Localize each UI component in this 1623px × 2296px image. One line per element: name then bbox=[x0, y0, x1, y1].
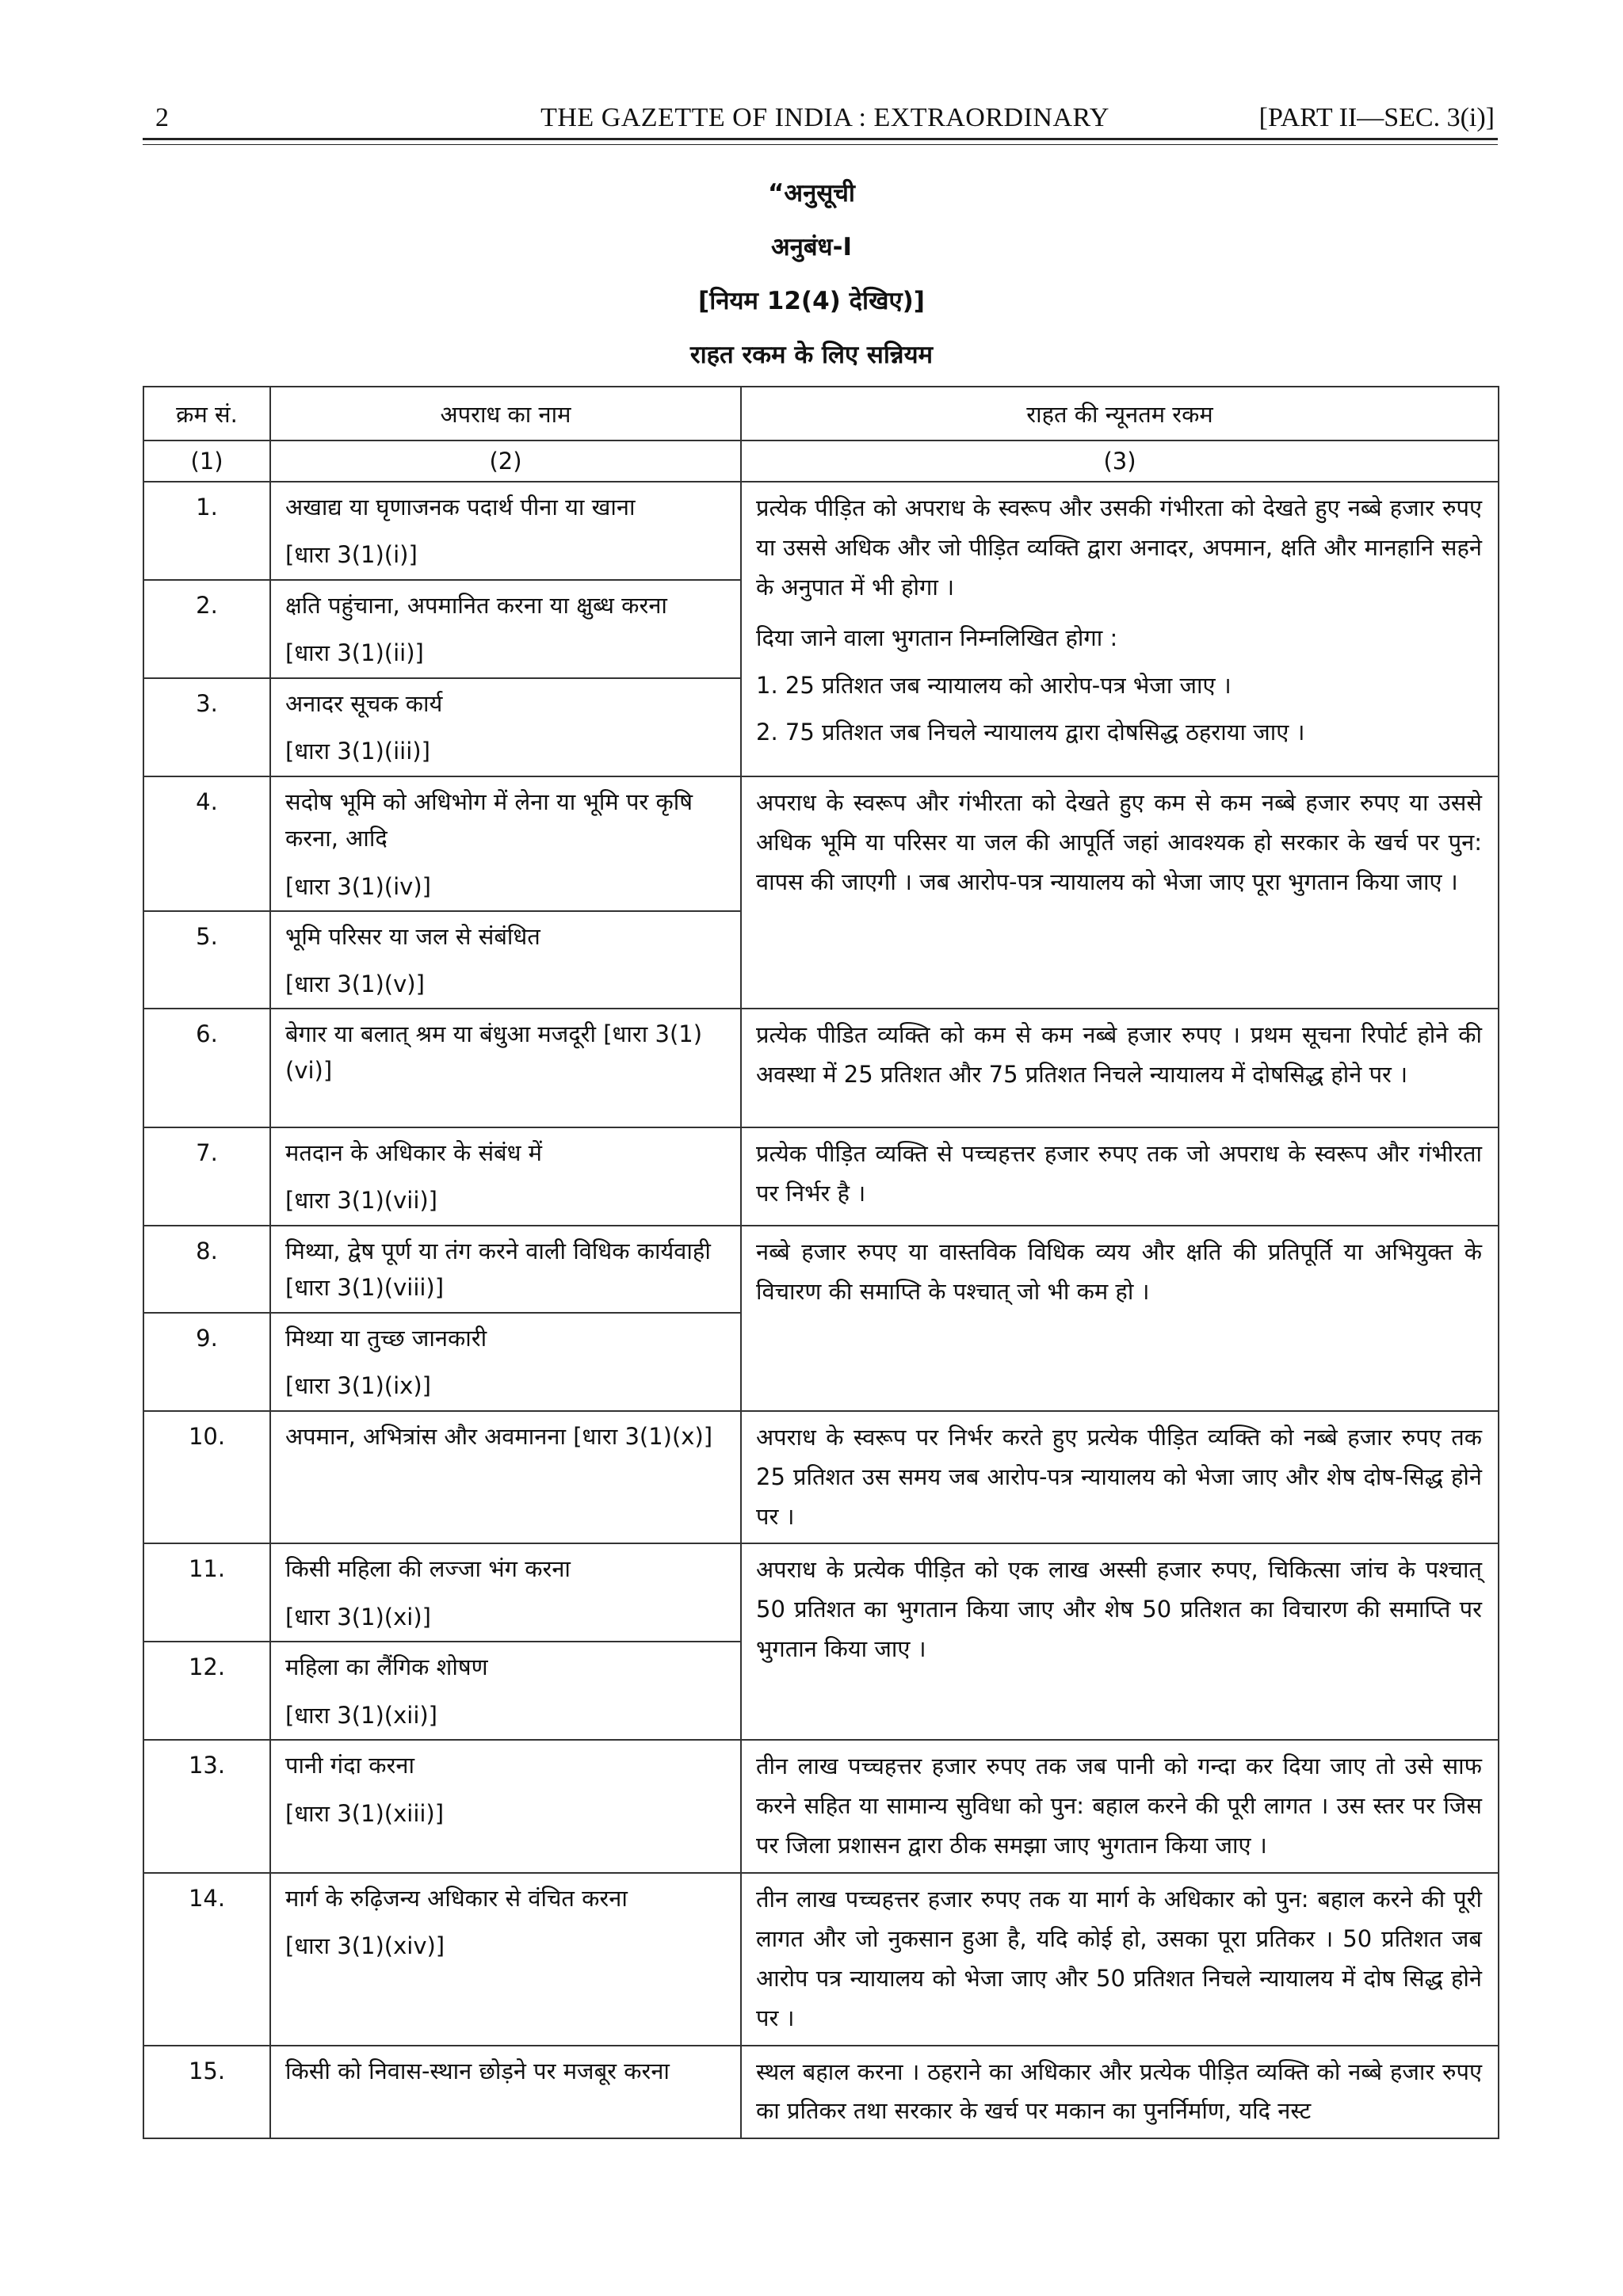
header-rule-thin bbox=[143, 144, 1498, 145]
offence-section: [धारा 3(1)(xiv)] bbox=[285, 1932, 445, 1960]
offence-cell bbox=[270, 2046, 741, 2139]
table-heading: राहत रकम के लिए सन्नियम bbox=[689, 341, 934, 369]
offence-name: किसी महिला की लज्जा भंग करना bbox=[285, 1555, 571, 1583]
offence-name: किसी को निवास-स्थान छोड़ने पर मजबूर करना bbox=[285, 2057, 670, 2084]
offence-section: [धारा 3(1)(i)] bbox=[285, 541, 418, 569]
page-header bbox=[155, 97, 1495, 136]
offence-cell bbox=[270, 1313, 741, 1411]
relief-text: अपराध के प्रत्येक पीड़ित को एक लाख अस्सी हजार रुपए, चिकित्सा जांच के पश्चात् 50 प्रतिशत का भुगतान किया जाए और शेष 50 प्रतिशत का विचारण की समाप्ति पर भुगतान किया जाए । bbox=[756, 1556, 1482, 1663]
offence-cell bbox=[270, 1009, 741, 1127]
table-row bbox=[143, 1127, 1499, 1226]
relief-cell bbox=[741, 1873, 1499, 2046]
offence-name: अनादर सूचक कार्य bbox=[285, 690, 443, 717]
offence-section: [धारा 3(1)(ii)] bbox=[285, 639, 424, 667]
offence-section: [धारा 3(1)(ix)] bbox=[285, 1372, 431, 1400]
table-row bbox=[143, 1226, 1499, 1313]
offence-name: बेगार या बलात् श्रम या बंधुआ मजदूरी [धारा 3(1)(vi)] bbox=[285, 1020, 703, 1085]
page-number: 2 bbox=[155, 103, 169, 132]
relief-cell bbox=[741, 482, 1499, 776]
offence-cell bbox=[270, 776, 741, 911]
offence-cell bbox=[270, 1740, 741, 1873]
relief-text: तीन लाख पच्चहत्तर हजार रुपए तक या मार्ग के अधिकार को पुन: बहाल करने की पूरी लागत और जो नुकसान हुआ है, यदि कोई हो, उसका पूरा प्रतिकर । 50 प्रतिशत जब आरोप पत्र न्यायालय को भेजा जाए और 50 प्रतिशत निचले न्यायालय में दोष सिद्ध होने पर । bbox=[756, 1886, 1482, 2031]
relief-text: स्थल बहाल करना । ठहराने का अधिकार और प्रत्येक पीड़ित व्यक्ति को नब्बे हजार रुपए का प्रतिकर तथा सरकार के खर्च पर मकान का पुनर्निर्माण, यदि नस्ट bbox=[756, 2058, 1482, 2125]
table-row bbox=[143, 1740, 1499, 1873]
annexure-title: अनुबंध-I bbox=[770, 233, 853, 261]
offence-cell bbox=[270, 1226, 741, 1313]
offence-name: सदोष भूमि को अधिभोग में लेना या भूमि पर कृषि करना, आदि bbox=[285, 788, 693, 852]
table-row bbox=[143, 1543, 1499, 1642]
rule-reference: [नियम 12(4) देखिए)] bbox=[698, 287, 925, 315]
offence-section: [धारा 3(1)(v)] bbox=[285, 971, 425, 998]
offence-name: मतदान के अधिकार के संबंध में bbox=[285, 1138, 542, 1166]
serial-number: 11. bbox=[143, 1543, 270, 1642]
column-number-row bbox=[143, 441, 1499, 482]
offence-name: क्षति पहुंचाना, अपमानित करना या क्षुब्ध करना bbox=[285, 592, 667, 619]
offence-name: अखाद्य या घृणाजनक पदार्थ पीना या खाना bbox=[285, 494, 636, 521]
relief-cell bbox=[741, 1009, 1499, 1127]
offence-cell bbox=[270, 482, 741, 580]
header-offence: अपराध का नाम bbox=[270, 387, 741, 441]
gazette-title: THE GAZETTE OF INDIA : EXTRAORDINARY bbox=[540, 103, 1109, 132]
part-section: [PART II—SEC. 3(i)] bbox=[1258, 103, 1495, 132]
offence-name: मिथ्या, द्वेष पूर्ण या तंग करने वाली विधिक कार्यवाही [धारा 3(1)(viii)] bbox=[285, 1237, 711, 1302]
relief-cell bbox=[741, 1740, 1499, 1873]
serial-number: 4. bbox=[143, 776, 270, 911]
offence-name: मिथ्या या तुच्छ जानकारी bbox=[285, 1324, 487, 1352]
serial-number: 9. bbox=[143, 1313, 270, 1411]
relief-cell bbox=[741, 776, 1499, 1009]
header-rule-thick bbox=[143, 138, 1498, 140]
relief-text: नब्बे हजार रुपए या वास्तविक विधिक व्यय और क्षति की प्रतिपूर्ति या अभियुक्त के विचारण की समाप्ति के पश्चात् जो भी कम हो । bbox=[756, 1238, 1482, 1305]
col-number-2: (2) bbox=[270, 441, 741, 482]
offence-cell bbox=[270, 678, 741, 776]
serial-number: 1. bbox=[143, 482, 270, 580]
serial-number: 14. bbox=[143, 1873, 270, 2046]
table-header-row bbox=[143, 387, 1499, 441]
col-number-1: (1) bbox=[143, 441, 270, 482]
relief-cell bbox=[741, 1411, 1499, 1544]
offence-section: [धारा 3(1)(xi)] bbox=[285, 1603, 431, 1630]
header-relief: राहत की न्यूनतम रकम bbox=[741, 387, 1499, 441]
relief-text: तीन लाख पच्चहत्तर हजार रुपए तक जब पानी को गन्दा कर दिया जाए तो उसे साफ करने सहित या सामान्य सुविधा को पुन: बहाल करने की पूरी लागत । उस स्तर पर जिस पर जिला प्रशासन द्वारा ठीक समझा जाए भुगतान किया जाए । bbox=[756, 1753, 1482, 1859]
table-row bbox=[143, 1411, 1499, 1544]
serial-number: 5. bbox=[143, 911, 270, 1009]
serial-number: 10. bbox=[143, 1411, 270, 1544]
col-number-3: (3) bbox=[741, 441, 1499, 482]
header-serial: क्रम सं. bbox=[143, 387, 270, 441]
relief-table bbox=[143, 386, 1499, 2139]
offence-name: भूमि परिसर या जल से संबंधित bbox=[285, 923, 540, 950]
relief-cell bbox=[741, 2046, 1499, 2139]
relief-cell bbox=[741, 1226, 1499, 1411]
table-row bbox=[143, 1873, 1499, 2046]
offence-section: [धारा 3(1)(iii)] bbox=[285, 738, 430, 765]
offence-name: मार्ग के रुढ़िजन्य अधिकार से वंचित करना bbox=[285, 1885, 628, 1913]
table-row bbox=[143, 776, 1499, 911]
relief-cell bbox=[741, 1127, 1499, 1226]
serial-number: 8. bbox=[143, 1226, 270, 1313]
relief-cell bbox=[741, 1543, 1499, 1740]
serial-number: 6. bbox=[143, 1009, 270, 1127]
payment-heading: दिया जाने वाला भुगतान निम्नलिखित होगा : bbox=[756, 624, 1118, 651]
table-row bbox=[143, 2046, 1499, 2139]
offence-cell bbox=[270, 1642, 741, 1740]
offence-cell bbox=[270, 580, 741, 678]
serial-number: 3. bbox=[143, 678, 270, 776]
relief-text: अपराध के स्वरूप पर निर्भर करते हुए प्रत्येक पीड़ित व्यक्ति को नब्बे हजार रुपए तक 25 प्रतिशत उस समय जब आरोप-पत्र न्यायालय को भेजा जाए और शेष दोष-सिद्ध होने पर । bbox=[756, 1423, 1482, 1530]
serial-number: 2. bbox=[143, 580, 270, 678]
serial-number: 15. bbox=[143, 2046, 270, 2139]
offence-cell bbox=[270, 1411, 741, 1544]
offence-name: अपमान, अभित्रांस और अवमानना [धारा 3(1)(x)] bbox=[285, 1422, 713, 1450]
offence-section: [धारा 3(1)(iv)] bbox=[285, 872, 431, 900]
relief-text: प्रत्येक पीड़ित को अपराध के स्वरूप और उसकी गंभीरता को देखते हुए नब्बे हजार रुपए या उससे अधिक और जो पीड़ित व्यक्ति द्वारा अनादर, अपमान, क्षति और मानहानि सहने के अनुपात में भी होगा । bbox=[756, 494, 1482, 601]
serial-number: 12. bbox=[143, 1642, 270, 1740]
offence-section: [धारा 3(1)(vii)] bbox=[285, 1187, 437, 1215]
offence-cell bbox=[270, 1127, 741, 1226]
offence-name: महिला का लैंगिक शोषण bbox=[285, 1653, 488, 1681]
offence-name: पानी गंदा करना bbox=[285, 1752, 415, 1779]
serial-number: 13. bbox=[143, 1740, 270, 1873]
payment-point-1: 1. 25 प्रतिशत जब न्यायालय को आरोप-पत्र भेजा जाए । bbox=[756, 671, 1232, 699]
relief-text: प्रत्येक पीडित व्यक्ति को कम से कम नब्बे हजार रुपए । प्रथम सूचना रिपोर्ट होने की अवस्था में 25 प्रतिशत और 75 प्रतिशत निचले न्यायालय में दोषसिद्ध होने पर । bbox=[756, 1020, 1482, 1088]
payment-point-2: 2. 75 प्रतिशत जब निचले न्यायालय द्वारा दोषसिद्ध ठहराया जाए । bbox=[756, 719, 1305, 746]
relief-text: अपराध के स्वरूप और गंभीरता को देखते हुए कम से कम नब्बे हजार रुपए या उससे अधिक भूमि या परिसर या जल की आपूर्ति जहां आवश्यक हो सरकार के खर्च पर पुन: वापस की जाएगी । जब आरोप-पत्र न्यायालय को भेजा जाए पूरा भुगतान किया जाए । bbox=[756, 789, 1482, 895]
offence-cell bbox=[270, 911, 741, 1009]
table-row bbox=[143, 482, 1499, 580]
offence-section: [धारा 3(1)(xiii)] bbox=[285, 1799, 445, 1827]
table-row bbox=[143, 1009, 1499, 1127]
offence-section: [धारा 3(1)(xii)] bbox=[285, 1701, 437, 1729]
relief-text: प्रत्येक पीड़ित व्यक्ति से पच्चहत्तर हजार रुपए तक जो अपराध के स्वरूप और गंभीरता पर निर्भर है । bbox=[756, 1139, 1482, 1207]
schedule-title: “अनुसूची bbox=[768, 179, 855, 208]
offence-cell bbox=[270, 1543, 741, 1642]
serial-number: 7. bbox=[143, 1127, 270, 1226]
offence-cell bbox=[270, 1873, 741, 2046]
